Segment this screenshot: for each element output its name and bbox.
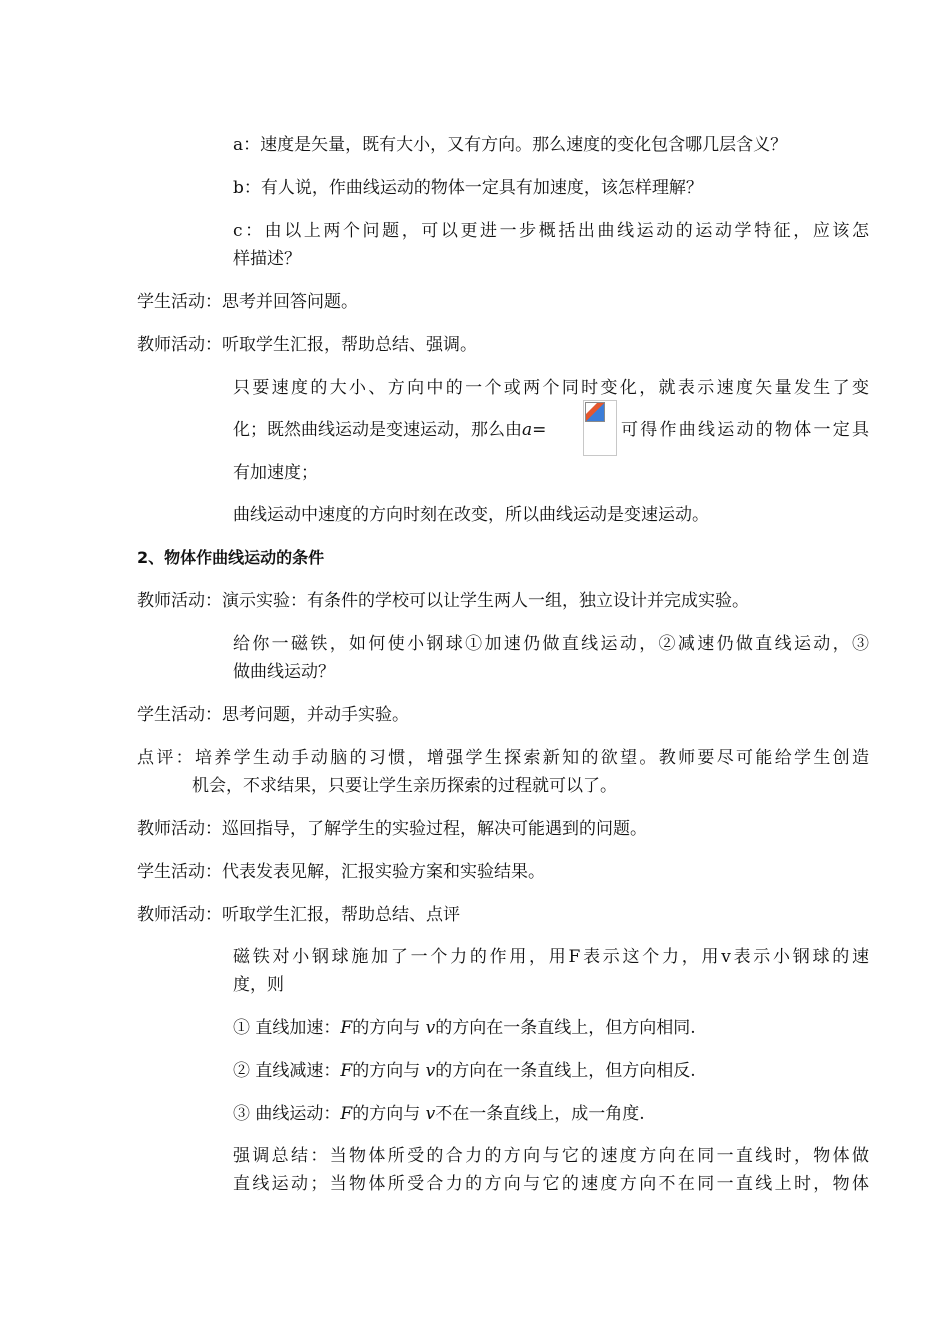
- result-label: ③ 曲线运动：: [233, 1104, 341, 1124]
- result-straight-deceleration: [233, 1057, 869, 1085]
- student-activity-2: 学生活动：思考问题，并动手实验。: [137, 705, 409, 725]
- velocity-symbol: v: [425, 1018, 436, 1038]
- velocity-paragraph-line3: 有加速度；: [233, 463, 318, 483]
- teacher-activity-1: 教师活动：听取学生汇报，帮助总结、强调。: [137, 335, 477, 355]
- result-text: 的方向在一条直线上，但方向相反.: [435, 1061, 696, 1081]
- result-text: 的方向与: [352, 1018, 421, 1038]
- velocity-paragraph-line2-end: 可得作曲线运动的物体一定具: [621, 420, 869, 440]
- force-symbol: F: [340, 1018, 353, 1038]
- question-c-line1: c：由以上两个问题，可以更进一步概括出曲线运动的运动学特征，应该怎: [233, 221, 869, 241]
- student-activity-1: 学生活动：思考并回答问题。: [137, 292, 358, 312]
- teacher-activity-4: 教师活动：听取学生汇报，帮助总结、点评: [137, 905, 460, 925]
- magnet-paragraph-line1: 磁铁对小钢球施加了一个力的作用，用F表示这个力，用v表示小钢球的速: [233, 947, 869, 967]
- comment-line2: 机会，不求结果，只要让学生亲历探索的过程就可以了。: [192, 776, 617, 796]
- summary-line1: 强调总结：当物体所受的合力的方向与它的速度方向在同一直线时，物体做: [233, 1146, 869, 1166]
- curve-direction-paragraph: 曲线运动中速度的方向时刻在改变，所以曲线运动是变速运动。: [233, 505, 709, 525]
- result-text: 的方向在一条直线上，但方向相同.: [435, 1018, 696, 1038]
- force-symbol: F: [340, 1104, 353, 1124]
- experiment-line1: 给你一磁铁，如何使小钢球①加速仍做直线运动，②减速仍做直线运动，③: [233, 634, 869, 654]
- question-a: a：速度是矢量，既有大小，又有方向。那么速度的变化包含哪几层含义？: [233, 135, 788, 155]
- question-b: b：有人说，作曲线运动的物体一定具有加速度，该怎样理解？: [233, 178, 703, 198]
- velocity-symbol: v: [425, 1061, 436, 1081]
- result-text: 的方向与: [352, 1104, 421, 1124]
- result-straight-acceleration: [233, 1014, 869, 1042]
- velocity-paragraph-line2-start: [233, 416, 546, 444]
- result-curved-motion: [233, 1100, 869, 1128]
- experiment-line2: 做曲线运动？: [233, 662, 335, 682]
- question-c-line2: 样描述？: [233, 249, 301, 269]
- student-activity-3: 学生活动：代表发表见解，汇报实验方案和实验结果。: [137, 862, 545, 882]
- result-label: ① 直线加速：: [233, 1018, 341, 1038]
- velocity-paragraph-text: 化；既然曲线运动是变速运动，那么由: [233, 420, 522, 440]
- result-label: ② 直线减速：: [233, 1061, 341, 1081]
- formula-image-placeholder: [583, 400, 617, 456]
- teacher-activity-2: 教师活动：演示实验：有条件的学校可以让学生两人一组，独立设计并完成实验。: [137, 591, 749, 611]
- summary-line2: 直线运动；当物体所受合力的方向与它的速度方向不在同一直线上时，物体: [233, 1174, 869, 1194]
- equals-sign: =: [532, 420, 547, 440]
- acceleration-symbol: a: [522, 420, 533, 440]
- magnet-paragraph-line2: 度，则: [233, 975, 284, 995]
- comment-line1: 点评：培养学生动手动脑的习惯，增强学生探索新知的欲望。教师要尽可能给学生创造: [137, 748, 869, 768]
- teacher-activity-3: 教师活动：巡回指导，了解学生的实验过程，解决可能遇到的问题。: [137, 819, 647, 839]
- force-symbol: F: [340, 1061, 353, 1081]
- section-heading-2: 2、物体作曲线运动的条件: [137, 548, 325, 567]
- broken-image-icon: [585, 402, 605, 422]
- velocity-symbol: v: [425, 1104, 436, 1124]
- result-text: 不在一条直线上，成一角度.: [435, 1104, 645, 1124]
- velocity-paragraph-line1: 只要速度的大小、方向中的一个或两个同时变化，就表示速度矢量发生了变: [233, 378, 869, 398]
- result-text: 的方向与: [352, 1061, 421, 1081]
